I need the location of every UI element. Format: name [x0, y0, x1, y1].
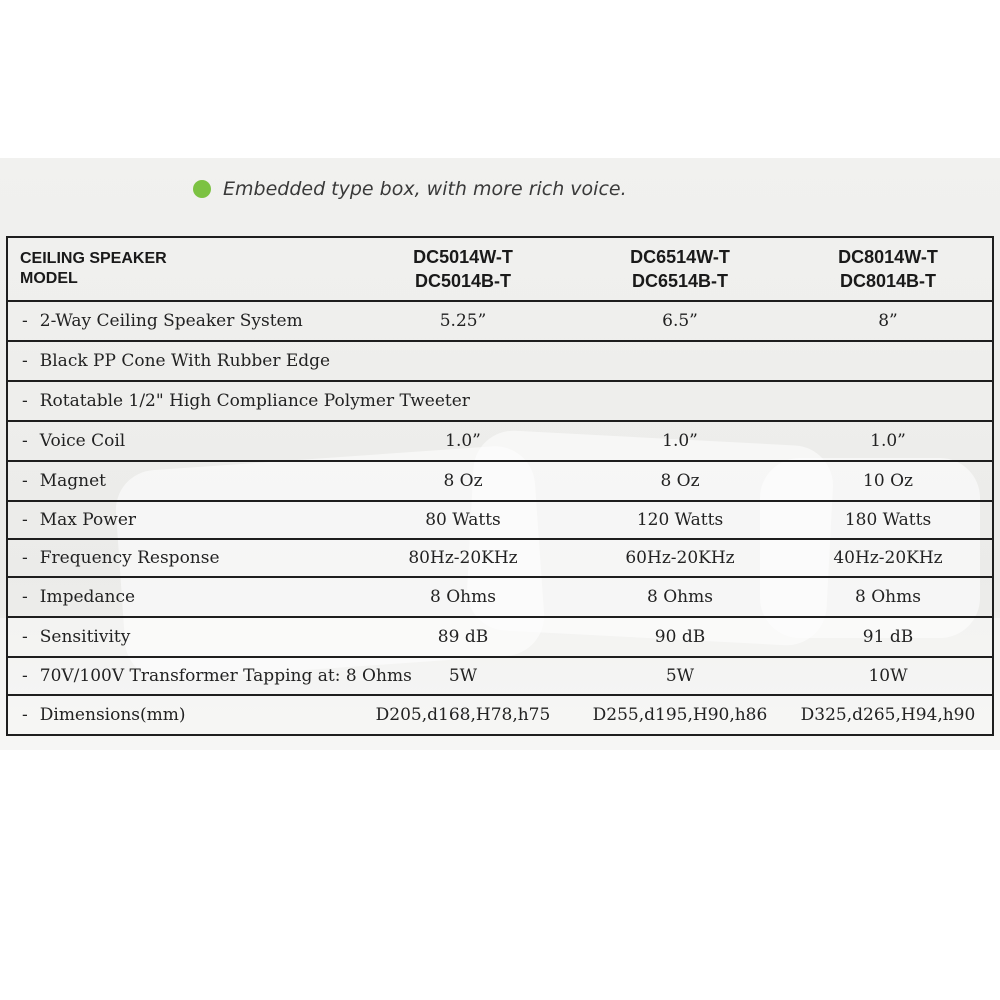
- green-bullet-icon: [193, 180, 211, 198]
- row-value-model-2: 120 Watts: [636, 510, 724, 530]
- table-row: [8, 658, 992, 696]
- row-value-model-2: 8 Ohms: [647, 587, 713, 607]
- table-row: [8, 502, 992, 540]
- header-model-2: [580, 238, 780, 300]
- row-label: - Black PP Cone With Rubber Edge: [22, 351, 331, 371]
- model-3-line1: DC8014W-T: [838, 247, 938, 267]
- model-1-line2: DC5014B-T: [414, 271, 512, 291]
- model-2-line2: DC6514B-T: [631, 271, 729, 291]
- row-value-model-1: 80 Watts: [425, 510, 501, 530]
- row-value-model-1: D205,d168,H78,h75: [375, 705, 551, 725]
- table-row: [8, 696, 992, 734]
- table-row: [8, 618, 992, 658]
- tagline: [193, 176, 627, 202]
- table-row: [8, 302, 992, 342]
- row-value-model-1: 5W: [448, 666, 478, 686]
- row-value-model-3: 1.0”: [870, 431, 906, 451]
- row-value-model-2: 8 Oz: [660, 471, 700, 491]
- table-row: [8, 422, 992, 462]
- table-row: [8, 540, 992, 578]
- model-2-line1: DC6514W-T: [630, 247, 730, 267]
- row-value-model-3: 91 dB: [862, 627, 914, 647]
- row-value-model-1: 89 dB: [437, 627, 489, 647]
- row-label: - Impedance: [22, 587, 136, 607]
- header-label-line2: MODEL: [20, 270, 78, 287]
- tagline-text: Embedded type box, with more rich voice.: [223, 178, 627, 200]
- row-label: - 70V/100V Transformer Tapping at: 8 Ohms: [22, 666, 412, 686]
- row-value-model-1: 5.25”: [439, 311, 487, 331]
- row-label: - Dimensions(mm): [22, 705, 186, 725]
- row-label: - Magnet: [22, 471, 107, 491]
- row-value-model-3: 180 Watts: [844, 510, 932, 530]
- row-value-model-2: 90 dB: [654, 627, 706, 647]
- row-value-model-2: 6.5”: [662, 311, 698, 331]
- row-label: - 2-Way Ceiling Speaker System: [22, 311, 303, 331]
- table-header-row: [8, 238, 992, 302]
- header-label: [20, 238, 167, 300]
- row-value-model-3: 8 Ohms: [855, 587, 921, 607]
- spec-table: [6, 236, 994, 736]
- row-value-model-1: 8 Oz: [443, 471, 483, 491]
- row-value-model-1: 8 Ohms: [430, 587, 496, 607]
- row-value-model-2: 5W: [665, 666, 695, 686]
- row-value-model-3: D325,d265,H94,h90: [800, 705, 976, 725]
- table-row: [8, 342, 992, 382]
- row-label: - Rotatable 1/2" High Compliance Polymer Tweeter: [22, 391, 470, 411]
- row-label: - Frequency Response: [22, 548, 220, 568]
- row-value-model-3: 40Hz-20KHz: [833, 548, 943, 568]
- row-value-model-1: 1.0”: [445, 431, 481, 451]
- row-value-model-1: 80Hz-20KHz: [408, 548, 518, 568]
- table-row: [8, 462, 992, 502]
- row-value-model-2: 1.0”: [662, 431, 698, 451]
- row-value-model-2: 60Hz-20KHz: [625, 548, 735, 568]
- table-row: [8, 382, 992, 422]
- table-row: [8, 578, 992, 618]
- model-1-line1: DC5014W-T: [413, 247, 513, 267]
- row-value-model-3: 10 Oz: [863, 471, 913, 491]
- header-model-3: [788, 238, 988, 300]
- header-label-line1: CEILING SPEAKER: [20, 250, 167, 267]
- row-value-model-3: 8”: [878, 311, 898, 331]
- model-3-line2: DC8014B-T: [839, 271, 937, 291]
- row-label: - Sensitivity: [22, 627, 131, 647]
- header-model-1: [363, 238, 563, 300]
- row-label: - Max Power: [22, 510, 137, 530]
- row-value-model-2: D255,d195,H90,h86: [592, 705, 768, 725]
- row-label: - Voice Coil: [22, 431, 126, 451]
- row-value-model-3: 10W: [868, 666, 908, 686]
